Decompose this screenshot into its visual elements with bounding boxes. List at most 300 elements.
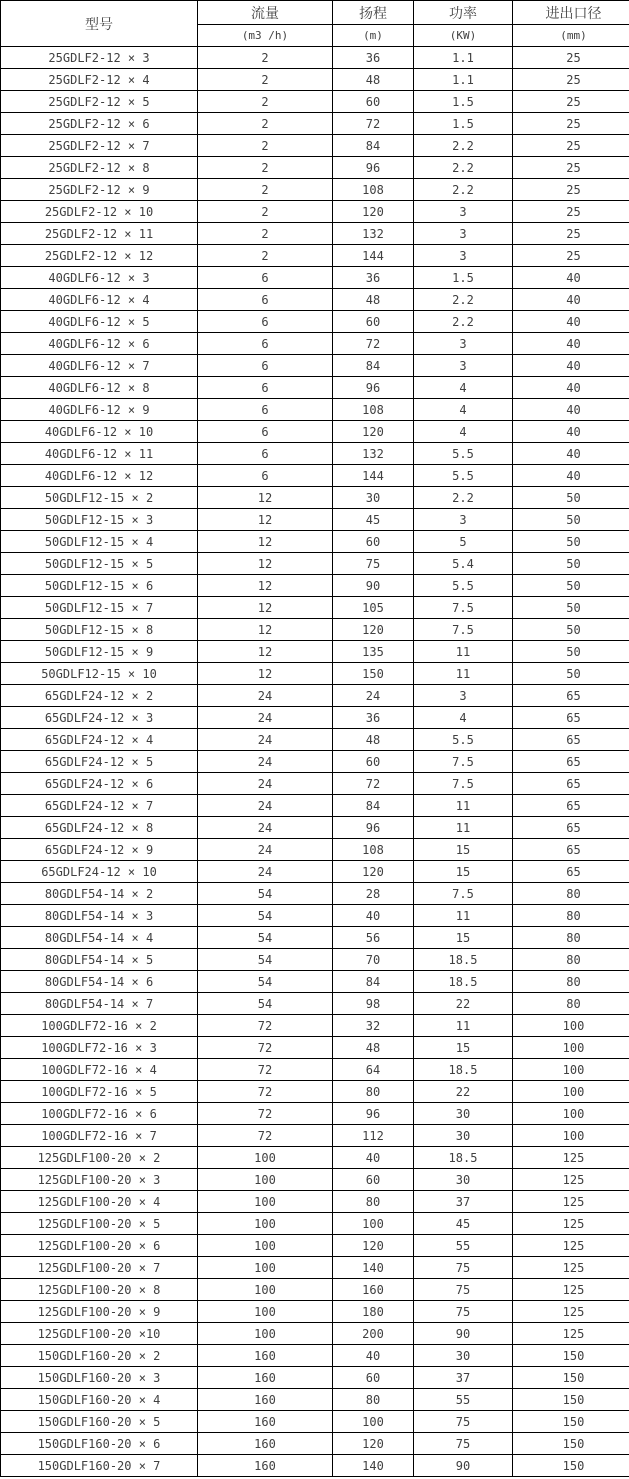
table-row	[1, 399, 629, 421]
cell-power: 2.2	[414, 179, 513, 201]
cell-power: 55	[414, 1235, 513, 1257]
cell-diameter: 125	[513, 1235, 629, 1257]
cell-diameter: 100	[513, 1037, 629, 1059]
cell-model: 40GDLF6-12 × 4	[1, 289, 198, 311]
cell-diameter: 80	[513, 883, 629, 905]
cell-power: 55	[414, 1389, 513, 1411]
table-row	[1, 179, 629, 201]
cell-head: 140	[333, 1257, 414, 1279]
table-row	[1, 1345, 629, 1367]
cell-power: 18.5	[414, 1059, 513, 1081]
cell-head: 70	[333, 949, 414, 971]
cell-flow: 100	[198, 1301, 333, 1323]
cell-power: 3	[414, 333, 513, 355]
cell-head: 80	[333, 1191, 414, 1213]
cell-head: 84	[333, 355, 414, 377]
cell-flow: 6	[198, 421, 333, 443]
cell-model: 100GDLF72-16 × 4	[1, 1059, 198, 1081]
cell-model: 40GDLF6-12 × 5	[1, 311, 198, 333]
cell-diameter: 40	[513, 421, 629, 443]
table-row	[1, 1279, 629, 1301]
cell-diameter: 40	[513, 311, 629, 333]
cell-flow: 6	[198, 311, 333, 333]
cell-flow: 24	[198, 795, 333, 817]
cell-head: 112	[333, 1125, 414, 1147]
cell-power: 2.2	[414, 157, 513, 179]
cell-diameter: 50	[513, 509, 629, 531]
table-row	[1, 971, 629, 993]
table-row	[1, 223, 629, 245]
cell-diameter: 50	[513, 663, 629, 685]
cell-flow: 2	[198, 223, 333, 245]
cell-model: 40GDLF6-12 × 12	[1, 465, 198, 487]
table-row	[1, 377, 629, 399]
table-row	[1, 619, 629, 641]
table-row	[1, 1389, 629, 1411]
cell-head: 120	[333, 1235, 414, 1257]
cell-diameter: 25	[513, 135, 629, 157]
cell-head: 135	[333, 641, 414, 663]
cell-model: 80GDLF54-14 × 7	[1, 993, 198, 1015]
cell-power: 22	[414, 993, 513, 1015]
cell-model: 125GDLF100-20 × 4	[1, 1191, 198, 1213]
cell-diameter: 80	[513, 971, 629, 993]
cell-model: 150GDLF160-20 × 2	[1, 1345, 198, 1367]
cell-flow: 2	[198, 47, 333, 69]
cell-power: 30	[414, 1345, 513, 1367]
cell-head: 96	[333, 377, 414, 399]
column-unit-power: (KW)	[414, 25, 513, 47]
cell-flow: 72	[198, 1103, 333, 1125]
cell-power: 75	[414, 1433, 513, 1455]
cell-model: 25GDLF2-12 × 7	[1, 135, 198, 157]
cell-model: 40GDLF6-12 × 11	[1, 443, 198, 465]
cell-model: 65GDLF24-12 × 9	[1, 839, 198, 861]
cell-power: 7.5	[414, 883, 513, 905]
cell-head: 80	[333, 1081, 414, 1103]
table-row	[1, 1147, 629, 1169]
cell-model: 125GDLF100-20 × 6	[1, 1235, 198, 1257]
cell-model: 65GDLF24-12 × 6	[1, 773, 198, 795]
table-row	[1, 729, 629, 751]
cell-power: 11	[414, 641, 513, 663]
cell-flow: 12	[198, 641, 333, 663]
cell-flow: 12	[198, 597, 333, 619]
cell-flow: 72	[198, 1037, 333, 1059]
cell-flow: 54	[198, 927, 333, 949]
cell-head: 120	[333, 1433, 414, 1455]
table-row	[1, 1323, 629, 1345]
cell-head: 72	[333, 773, 414, 795]
cell-model: 150GDLF160-20 × 4	[1, 1389, 198, 1411]
cell-head: 84	[333, 795, 414, 817]
cell-power: 3	[414, 201, 513, 223]
cell-diameter: 25	[513, 201, 629, 223]
cell-model: 40GDLF6-12 × 8	[1, 377, 198, 399]
table-row	[1, 685, 629, 707]
cell-diameter: 65	[513, 861, 629, 883]
cell-diameter: 50	[513, 619, 629, 641]
cell-diameter: 50	[513, 531, 629, 553]
cell-head: 100	[333, 1411, 414, 1433]
table-row	[1, 1367, 629, 1389]
cell-head: 108	[333, 179, 414, 201]
cell-diameter: 25	[513, 91, 629, 113]
cell-power: 75	[414, 1411, 513, 1433]
cell-power: 1.1	[414, 47, 513, 69]
cell-head: 36	[333, 47, 414, 69]
table-row	[1, 157, 629, 179]
cell-diameter: 40	[513, 465, 629, 487]
cell-head: 80	[333, 1389, 414, 1411]
cell-model: 150GDLF160-20 × 5	[1, 1411, 198, 1433]
cell-diameter: 150	[513, 1455, 629, 1477]
cell-model: 25GDLF2-12 × 3	[1, 47, 198, 69]
table-row	[1, 311, 629, 333]
cell-flow: 12	[198, 619, 333, 641]
cell-head: 132	[333, 223, 414, 245]
cell-model: 50GDLF12-15 × 2	[1, 487, 198, 509]
cell-power: 5.5	[414, 729, 513, 751]
cell-head: 64	[333, 1059, 414, 1081]
cell-diameter: 25	[513, 179, 629, 201]
cell-flow: 2	[198, 157, 333, 179]
cell-diameter: 80	[513, 993, 629, 1015]
cell-flow: 2	[198, 91, 333, 113]
cell-model: 100GDLF72-16 × 3	[1, 1037, 198, 1059]
cell-model: 40GDLF6-12 × 10	[1, 421, 198, 443]
cell-flow: 100	[198, 1257, 333, 1279]
cell-head: 40	[333, 905, 414, 927]
cell-diameter: 40	[513, 443, 629, 465]
cell-head: 108	[333, 839, 414, 861]
cell-model: 65GDLF24-12 × 5	[1, 751, 198, 773]
cell-power: 15	[414, 927, 513, 949]
cell-model: 80GDLF54-14 × 3	[1, 905, 198, 927]
cell-model: 50GDLF12-15 × 6	[1, 575, 198, 597]
cell-diameter: 65	[513, 817, 629, 839]
cell-power: 7.5	[414, 773, 513, 795]
table-row	[1, 795, 629, 817]
table-row	[1, 553, 629, 575]
cell-diameter: 100	[513, 1103, 629, 1125]
table-row	[1, 861, 629, 883]
column-header-head: 扬程	[333, 1, 414, 25]
cell-head: 30	[333, 487, 414, 509]
cell-diameter: 40	[513, 267, 629, 289]
cell-power: 3	[414, 685, 513, 707]
cell-head: 60	[333, 91, 414, 113]
column-unit-head: (m)	[333, 25, 414, 47]
cell-head: 120	[333, 201, 414, 223]
table-row	[1, 641, 629, 663]
cell-head: 24	[333, 685, 414, 707]
table-row	[1, 993, 629, 1015]
table-row	[1, 597, 629, 619]
cell-flow: 6	[198, 377, 333, 399]
cell-head: 48	[333, 289, 414, 311]
cell-power: 4	[414, 707, 513, 729]
cell-head: 36	[333, 707, 414, 729]
cell-power: 3	[414, 245, 513, 267]
cell-diameter: 40	[513, 377, 629, 399]
cell-power: 11	[414, 663, 513, 685]
cell-model: 25GDLF2-12 × 6	[1, 113, 198, 135]
cell-diameter: 65	[513, 839, 629, 861]
cell-head: 120	[333, 421, 414, 443]
cell-head: 90	[333, 575, 414, 597]
cell-power: 3	[414, 509, 513, 531]
table-row	[1, 839, 629, 861]
cell-flow: 160	[198, 1389, 333, 1411]
cell-flow: 24	[198, 861, 333, 883]
table-row	[1, 69, 629, 91]
cell-model: 65GDLF24-12 × 8	[1, 817, 198, 839]
cell-flow: 2	[198, 69, 333, 91]
cell-flow: 2	[198, 201, 333, 223]
table-row	[1, 905, 629, 927]
column-header-diameter: 进出口径	[513, 1, 629, 25]
cell-power: 5.4	[414, 553, 513, 575]
cell-model: 125GDLF100-20 × 2	[1, 1147, 198, 1169]
table-row	[1, 531, 629, 553]
cell-diameter: 125	[513, 1191, 629, 1213]
cell-flow: 24	[198, 817, 333, 839]
cell-power: 4	[414, 377, 513, 399]
table-row	[1, 883, 629, 905]
cell-model: 65GDLF24-12 × 10	[1, 861, 198, 883]
cell-head: 40	[333, 1345, 414, 1367]
cell-diameter: 25	[513, 47, 629, 69]
cell-model: 80GDLF54-14 × 5	[1, 949, 198, 971]
cell-flow: 160	[198, 1367, 333, 1389]
cell-model: 100GDLF72-16 × 7	[1, 1125, 198, 1147]
cell-model: 80GDLF54-14 × 4	[1, 927, 198, 949]
table-row	[1, 333, 629, 355]
table-row	[1, 355, 629, 377]
table-row	[1, 289, 629, 311]
cell-model: 50GDLF12-15 × 3	[1, 509, 198, 531]
cell-head: 60	[333, 311, 414, 333]
cell-flow: 100	[198, 1169, 333, 1191]
cell-diameter: 125	[513, 1279, 629, 1301]
cell-power: 22	[414, 1081, 513, 1103]
table-body	[1, 47, 629, 1477]
cell-model: 25GDLF2-12 × 9	[1, 179, 198, 201]
cell-power: 1.5	[414, 91, 513, 113]
cell-model: 125GDLF100-20 ×10	[1, 1323, 198, 1345]
cell-diameter: 25	[513, 245, 629, 267]
column-unit-diameter: (mm)	[513, 25, 629, 47]
cell-model: 100GDLF72-16 × 6	[1, 1103, 198, 1125]
cell-diameter: 80	[513, 949, 629, 971]
cell-power: 30	[414, 1103, 513, 1125]
cell-power: 5	[414, 531, 513, 553]
table-row	[1, 465, 629, 487]
cell-flow: 2	[198, 179, 333, 201]
cell-flow: 12	[198, 487, 333, 509]
cell-model: 150GDLF160-20 × 3	[1, 1367, 198, 1389]
cell-model: 50GDLF12-15 × 4	[1, 531, 198, 553]
column-unit-flow: (m3 /h)	[198, 25, 333, 47]
table-row	[1, 487, 629, 509]
cell-head: 75	[333, 553, 414, 575]
cell-head: 144	[333, 465, 414, 487]
cell-head: 105	[333, 597, 414, 619]
table-row	[1, 421, 629, 443]
cell-power: 1.5	[414, 267, 513, 289]
cell-head: 100	[333, 1213, 414, 1235]
column-header-power: 功率	[414, 1, 513, 25]
cell-head: 150	[333, 663, 414, 685]
cell-power: 11	[414, 817, 513, 839]
cell-model: 125GDLF100-20 × 3	[1, 1169, 198, 1191]
cell-model: 125GDLF100-20 × 8	[1, 1279, 198, 1301]
cell-head: 28	[333, 883, 414, 905]
table-row	[1, 267, 629, 289]
cell-diameter: 100	[513, 1081, 629, 1103]
table-row	[1, 751, 629, 773]
cell-model: 25GDLF2-12 × 10	[1, 201, 198, 223]
cell-power: 4	[414, 421, 513, 443]
cell-flow: 54	[198, 993, 333, 1015]
cell-diameter: 80	[513, 927, 629, 949]
cell-power: 3	[414, 223, 513, 245]
cell-flow: 100	[198, 1213, 333, 1235]
cell-head: 48	[333, 729, 414, 751]
cell-flow: 6	[198, 465, 333, 487]
cell-diameter: 125	[513, 1301, 629, 1323]
cell-power: 5.5	[414, 465, 513, 487]
cell-diameter: 65	[513, 685, 629, 707]
table-row	[1, 927, 629, 949]
cell-diameter: 65	[513, 751, 629, 773]
cell-diameter: 25	[513, 157, 629, 179]
table-row	[1, 245, 629, 267]
cell-flow: 24	[198, 839, 333, 861]
cell-diameter: 150	[513, 1411, 629, 1433]
cell-model: 65GDLF24-12 × 3	[1, 707, 198, 729]
cell-head: 60	[333, 1169, 414, 1191]
cell-head: 132	[333, 443, 414, 465]
table-row	[1, 707, 629, 729]
cell-model: 125GDLF100-20 × 5	[1, 1213, 198, 1235]
cell-power: 7.5	[414, 597, 513, 619]
cell-head: 45	[333, 509, 414, 531]
cell-flow: 54	[198, 883, 333, 905]
cell-power: 37	[414, 1191, 513, 1213]
table-row	[1, 1081, 629, 1103]
cell-flow: 6	[198, 289, 333, 311]
cell-flow: 24	[198, 751, 333, 773]
cell-power: 18.5	[414, 1147, 513, 1169]
table-row	[1, 1301, 629, 1323]
cell-model: 40GDLF6-12 × 3	[1, 267, 198, 289]
column-header-flow: 流量	[198, 1, 333, 25]
cell-model: 40GDLF6-12 × 6	[1, 333, 198, 355]
cell-flow: 54	[198, 971, 333, 993]
cell-diameter: 25	[513, 223, 629, 245]
table-row	[1, 575, 629, 597]
cell-power: 1.1	[414, 69, 513, 91]
cell-model: 25GDLF2-12 × 4	[1, 69, 198, 91]
cell-model: 125GDLF100-20 × 9	[1, 1301, 198, 1323]
cell-power: 11	[414, 1015, 513, 1037]
cell-flow: 100	[198, 1323, 333, 1345]
table-row	[1, 91, 629, 113]
cell-diameter: 40	[513, 289, 629, 311]
cell-head: 144	[333, 245, 414, 267]
cell-diameter: 40	[513, 355, 629, 377]
table-row	[1, 1235, 629, 1257]
cell-flow: 100	[198, 1279, 333, 1301]
cell-head: 84	[333, 135, 414, 157]
cell-head: 40	[333, 1147, 414, 1169]
cell-diameter: 125	[513, 1213, 629, 1235]
cell-model: 100GDLF72-16 × 5	[1, 1081, 198, 1103]
cell-power: 75	[414, 1279, 513, 1301]
cell-model: 65GDLF24-12 × 2	[1, 685, 198, 707]
cell-power: 75	[414, 1301, 513, 1323]
table-row	[1, 817, 629, 839]
cell-head: 72	[333, 333, 414, 355]
cell-flow: 100	[198, 1235, 333, 1257]
cell-flow: 24	[198, 729, 333, 751]
cell-power: 2.2	[414, 289, 513, 311]
cell-diameter: 125	[513, 1257, 629, 1279]
cell-diameter: 150	[513, 1345, 629, 1367]
cell-power: 37	[414, 1367, 513, 1389]
cell-power: 30	[414, 1169, 513, 1191]
cell-head: 96	[333, 157, 414, 179]
table-row	[1, 47, 629, 69]
cell-model: 50GDLF12-15 × 7	[1, 597, 198, 619]
cell-diameter: 40	[513, 399, 629, 421]
cell-flow: 12	[198, 509, 333, 531]
cell-diameter: 50	[513, 553, 629, 575]
cell-power: 15	[414, 1037, 513, 1059]
cell-model: 40GDLF6-12 × 9	[1, 399, 198, 421]
cell-model: 50GDLF12-15 × 8	[1, 619, 198, 641]
cell-head: 56	[333, 927, 414, 949]
cell-flow: 12	[198, 531, 333, 553]
cell-power: 45	[414, 1213, 513, 1235]
cell-power: 2.2	[414, 311, 513, 333]
table-row	[1, 773, 629, 795]
cell-head: 48	[333, 69, 414, 91]
cell-model: 65GDLF24-12 × 4	[1, 729, 198, 751]
cell-head: 96	[333, 817, 414, 839]
cell-diameter: 150	[513, 1367, 629, 1389]
cell-flow: 160	[198, 1411, 333, 1433]
cell-diameter: 50	[513, 597, 629, 619]
cell-diameter: 25	[513, 69, 629, 91]
cell-head: 140	[333, 1455, 414, 1477]
table-row	[1, 1433, 629, 1455]
cell-flow: 24	[198, 685, 333, 707]
cell-model: 150GDLF160-20 × 7	[1, 1455, 198, 1477]
cell-flow: 72	[198, 1059, 333, 1081]
cell-head: 200	[333, 1323, 414, 1345]
cell-power: 3	[414, 355, 513, 377]
cell-model: 25GDLF2-12 × 12	[1, 245, 198, 267]
cell-flow: 12	[198, 663, 333, 685]
table-row	[1, 201, 629, 223]
cell-power: 15	[414, 839, 513, 861]
cell-power: 1.5	[414, 113, 513, 135]
cell-diameter: 150	[513, 1433, 629, 1455]
table-row	[1, 1455, 629, 1477]
